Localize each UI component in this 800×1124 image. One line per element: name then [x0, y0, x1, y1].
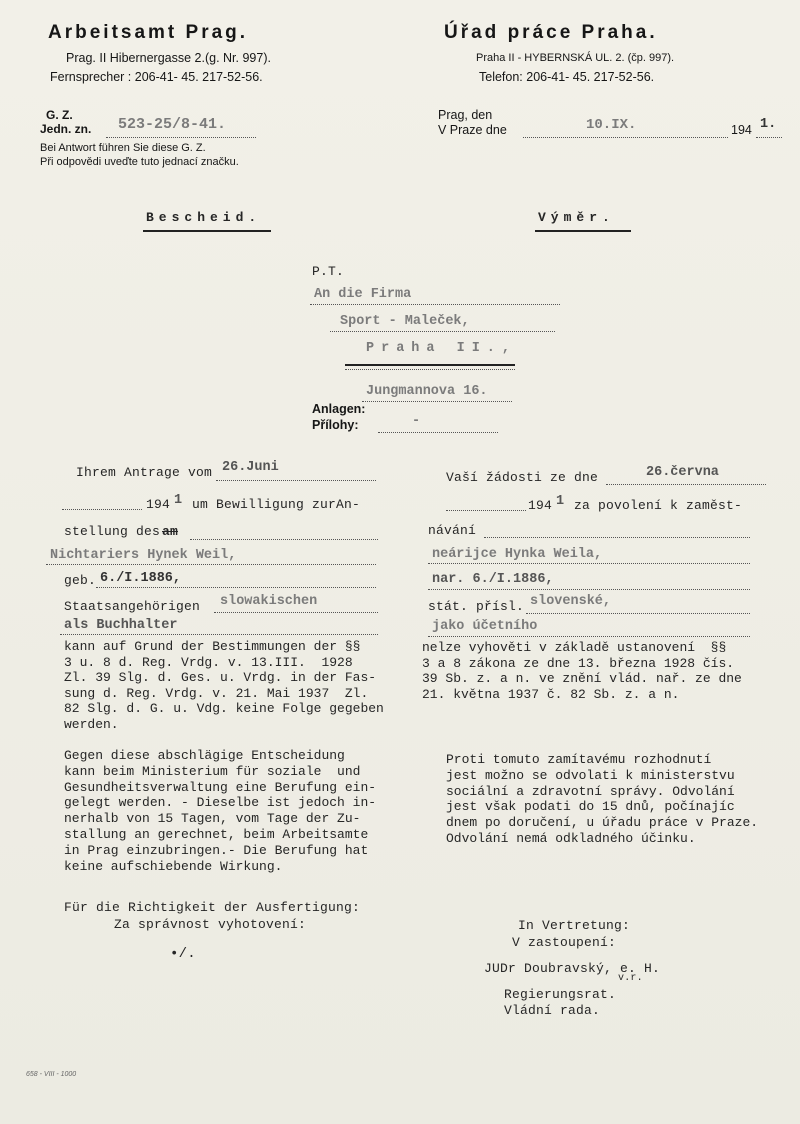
left-born-line [96, 587, 376, 588]
signer-name: JUDr Doubravský, e. H. [484, 961, 661, 976]
right-appeal-text: Proti tomuto zamítavému rozhodnutí jest možno se odvolati k ministerstvu sociální a zdravotní správy. Odvolání jest však podati do 15 dnů, počínajíc dnem po doručení, u úřadu práce v Praze. Odvolání nemá odkladného účinku. [446, 752, 759, 846]
document-title-de: Bescheid. [146, 210, 262, 225]
left-request-date: 26.Juni [222, 460, 279, 475]
left-nationality-label: Staatsangehörigen [64, 599, 201, 614]
enclosures-label-de: Anlagen: [312, 402, 366, 416]
left-purpose-text: um Bewilligung zurAn- [192, 497, 361, 512]
address-pt: P.T. [312, 264, 345, 279]
right-nationality-line [526, 613, 750, 614]
right-employment-text: návání [428, 523, 477, 538]
date-line [523, 137, 728, 138]
left-nationality-line [214, 612, 378, 613]
left-employment-text: stellung des [64, 524, 161, 539]
document-title-cz: Výměr. [538, 210, 615, 225]
reference-number: 523-25/8-41. [118, 116, 227, 133]
right-employment-line [484, 537, 750, 538]
title-underline-de [143, 230, 271, 232]
date-year-suffix: 1. [760, 117, 777, 132]
jedn-label: Jedn. zn. [40, 122, 92, 136]
office-phone-cz: Telefon: 206-41- 45. 217-52-56. [479, 70, 655, 84]
address-line-1: An die Firma [314, 287, 412, 302]
left-born-date: 6./I.1886, [100, 571, 182, 586]
right-nationality-value: slovenské, [530, 594, 612, 609]
address-rule-2 [330, 331, 555, 332]
address-rule-3 [345, 369, 515, 370]
right-year-digit: 1 [556, 494, 565, 509]
title-underline-cz [535, 230, 631, 232]
right-nationality-label: stát. přísl. [428, 599, 525, 614]
date-year-prefix: 194 [731, 123, 752, 137]
right-born-line [428, 589, 750, 590]
left-request-label: Ihrem Antrage vom [76, 465, 213, 480]
right-position-value: jako účetního [432, 619, 538, 634]
signer-note: v.r. [618, 973, 643, 984]
date-label-de: Prag, den [438, 108, 493, 122]
right-born-value: nar. 6./I.1886, [432, 572, 554, 587]
date-label-cz: V Praze dne [438, 123, 507, 137]
office-phone-de: Fernsprecher : 206-41- 45. 217-52-56. [50, 70, 263, 84]
address-line-3: Praha II., [366, 341, 518, 356]
certification-signature: •/. [170, 946, 196, 962]
address-line-2: Sport - Maleček, [340, 314, 470, 329]
reference-note-cz: Při odpovědi uveďte tuto jednací značku. [40, 156, 239, 168]
deputy-label-de: In Vertretung: [518, 918, 631, 933]
right-position-line [428, 636, 750, 637]
enclosures-line [378, 432, 498, 433]
right-request-date: 26.června [646, 465, 719, 480]
reference-line [106, 137, 256, 138]
address-rule-4 [362, 401, 512, 402]
left-born-label: geb. [64, 573, 97, 588]
left-nationality-value: slowakischen [220, 594, 318, 609]
print-code: 658 - VIII - 1000 [26, 1071, 77, 1078]
left-employee-line [46, 564, 376, 565]
deputy-label-cz: V zastoupení: [512, 935, 617, 950]
date-year-line [756, 137, 782, 138]
address-rule-1 [310, 304, 560, 305]
office-address-cz: Praha II - HYBERNSKÁ UL. 2. (čp. 997). [476, 52, 675, 64]
right-purpose-text: za povolení k zaměst- [574, 498, 743, 513]
left-year-digit: 1 [174, 493, 183, 508]
signer-role-de: Regierungsrat. [504, 987, 617, 1002]
office-title-de: Arbeitsamt Prag. [48, 22, 249, 43]
right-request-line [606, 484, 766, 485]
date-day-month: 10.IX. [586, 117, 637, 133]
left-request-line [216, 480, 376, 481]
certification-de: Für die Richtigkeit der Ausfertigung: [64, 900, 361, 915]
left-position-value: als Buchhalter [64, 618, 178, 633]
left-year-prefix: 194 [146, 497, 171, 512]
signer-role-cz: Vládní rada. [504, 1003, 601, 1018]
left-year-lead-line [62, 509, 142, 510]
office-address-de: Prag. II Hibernergasse 2.(g. Nr. 997). [66, 51, 271, 65]
enclosures-value: - [412, 414, 421, 429]
reference-note-de: Bei Antwort führen Sie diese G. Z. [40, 142, 206, 154]
right-employee-line [428, 563, 750, 564]
address-line-4: Jungmannova 16. [366, 384, 488, 399]
right-year-prefix: 194 [528, 498, 553, 513]
office-title-cz: Úřad práce Praha. [444, 22, 658, 43]
gz-label: G. Z. [46, 108, 73, 122]
left-employment-line [190, 539, 378, 540]
address-underline-3 [345, 364, 515, 366]
left-employment-struck: am [162, 524, 179, 539]
left-appeal-text: Gegen diese abschlägige Entscheidung kann beim Ministerium für soziale und Gesundheitsverwaltung eine Berufung ein- gelegt werden. - Dieselbe ist jedoch in- nerhalb von 15 Tagen, vom Tage der Zu- stallung an gerechnet, beim Arbeitsamte in Prag einzubringen.- Die Berufung hat keine aufschiebende Wirkung. [64, 748, 377, 874]
certification-cz: Za správnost vyhotovení: [114, 917, 307, 932]
left-employee-name: Nichtariers Hynek Weil, [50, 548, 237, 563]
enclosures-label-cz: Přílohy: [312, 418, 359, 432]
right-decision-text: nelze vyhověti v základě ustanovení §§ 3 a 8 zákona ze dne 13. března 1928 čís. 39 Sb. z. a n. ve znění vlád. nař. ze dne 21. května 1937 č. 82 Sb. z. a n. [422, 640, 742, 702]
right-employee-name: neárijce Hynka Weila, [432, 547, 603, 562]
left-position-line [60, 634, 378, 635]
right-year-lead-line [446, 510, 526, 511]
right-request-label: Vaší žádosti ze dne [446, 470, 599, 485]
left-decision-text: kann auf Grund der Bestimmungen der §§ 3 u. 8 d. Reg. Vrdg. v. 13.III. 1928 Zl. 39 Slg. d. Ges. u. Vrdg. in der Fas- sung d. Reg. Vrdg. v. 21. Mai 1937 Zl. 82 Slg. d. G. u. Vdg. keine Folge gegeben werden. [64, 639, 384, 732]
